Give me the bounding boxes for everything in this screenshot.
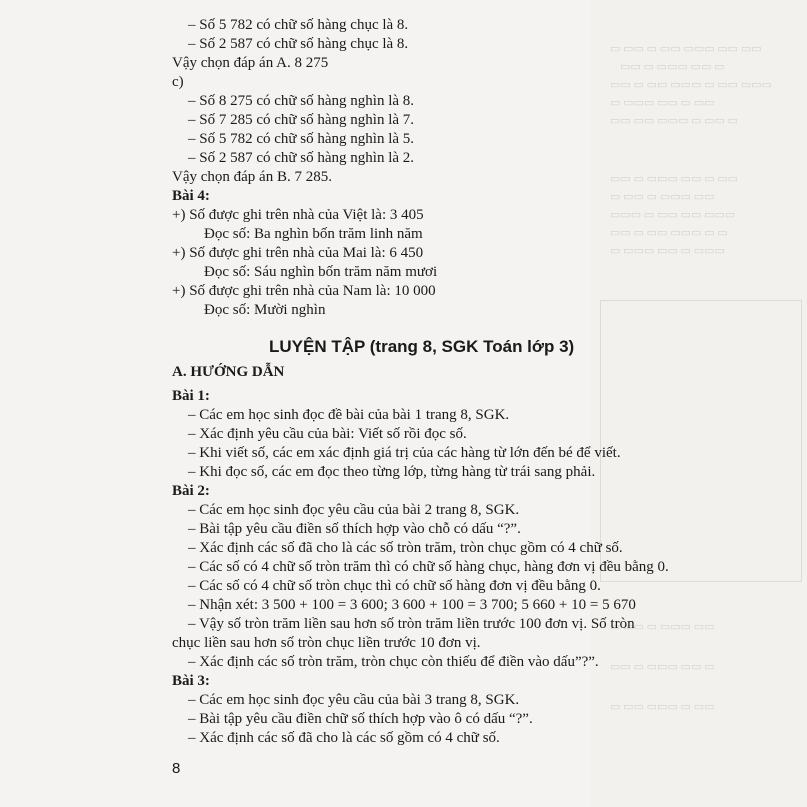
bleed-text: ▭▭ ▭ ▭▭▭ ▭▭ ▭ [620, 61, 725, 73]
text-line: Đọc số: Ba nghìn bốn trăm linh năm [204, 226, 423, 242]
text-line: – Các số có 4 chữ số tròn trăm thì có chữ số hàng chục, hàng đơn vị đều bằng 0. [188, 559, 669, 575]
text-line: – Bài tập yêu cầu điền chữ số thích hợp vào ô có dấu “?”. [188, 711, 533, 727]
lesson-title: LUYỆN TẬP (trang 8, SGK Toán lớp 3) [269, 337, 575, 356]
bleed-text: ▭ ▭▭▭ ▭▭ ▭ ▭▭▭ [610, 245, 725, 257]
section-heading: A. HƯỚNG DẪN [172, 364, 285, 380]
text-line: – Khi viết số, các em xác định giá trị của các hàng từ lớn đến bé để viết. [188, 445, 621, 461]
text-line: c) [172, 74, 184, 90]
text-line: +) Số được ghi trên nhà của Việt là: 3 405 [172, 207, 424, 223]
text-line: – Vậy số tròn trăm liền sau hơn số tròn trăm liền trước 100 đơn vị. Số tròn [188, 616, 635, 632]
text-line: Vậy chọn đáp án A. 8 275 [172, 55, 329, 71]
text-line: – Các số có 4 chữ số tròn chục thì có chữ số hàng đơn vị đều bằng 0. [188, 578, 601, 594]
bleed-text: ▭ ▭▭▭ ▭▭ ▭ ▭▭ [610, 97, 715, 109]
exercise-title: Bài 1: [172, 388, 210, 404]
text-line: Đọc số: Sáu nghìn bốn trăm năm mươi [204, 264, 438, 280]
bleed-text: ▭ ▭▭ ▭ ▭▭▭ ▭▭ [610, 621, 715, 633]
text-line: +) Số được ghi trên nhà của Mai là: 6 450 [172, 245, 424, 261]
bleed-text: ▭▭▭ ▭ ▭▭ ▭▭ ▭▭▭ [610, 209, 736, 221]
bleed-text: ▭ ▭▭ ▭ ▭▭ ▭▭▭ ▭▭ ▭▭ [610, 43, 762, 55]
text-line: Vậy chọn đáp án B. 7 285. [172, 169, 332, 185]
bleed-text: ▭▭ ▭ ▭▭▭ ▭▭ ▭ [610, 661, 715, 673]
text-line: – Xác định các số đã cho là các số tròn trăm, tròn chục gồm có 4 chữ số. [188, 540, 623, 556]
text-line: – Số 5 782 có chữ số hàng nghìn là 5. [188, 131, 415, 147]
text-line: – Nhận xét: 3 500 + 100 = 3 600; 3 600 + 100 = 3 700; 5 660 + 10 = 5 670 [188, 597, 636, 613]
text-line: – Bài tập yêu cầu điền số thích hợp vào chỗ có dấu “?”. [188, 521, 521, 537]
exercise-title: Bài 4: [172, 188, 210, 204]
text-line: – Số 2 587 có chữ số hàng nghìn là 2. [188, 150, 415, 166]
text-line: – Số 5 782 có chữ số hàng chục là 8. [188, 17, 409, 33]
bleed-text: ▭ ▭▭ ▭▭▭ ▭ ▭▭ [610, 701, 715, 713]
text-line: – Số 2 587 có chữ số hàng chục là 8. [188, 36, 409, 52]
text-line: – Các em học sinh đọc đề bài của bài 1 trang 8, SGK. [188, 407, 510, 423]
text-line: – Xác định các số đã cho là các số gồm có 4 chữ số. [188, 730, 500, 746]
page-number: 8 [172, 760, 181, 777]
text-line: – Các em học sinh đọc yêu cầu của bài 2 trang 8, SGK. [188, 502, 520, 518]
text-line: chục liền sau hơn số tròn chục liền trước 10 đơn vị. [172, 635, 481, 651]
bleed-text: ▭ ▭▭ ▭ ▭▭▭ ▭▭ [610, 191, 715, 203]
text-line: – Số 8 275 có chữ số hàng nghìn là 8. [188, 93, 415, 109]
bleed-text: ▭▭ ▭ ▭▭ ▭▭▭ ▭ ▭▭ ▭▭▭ [610, 79, 773, 91]
exercise-title: Bài 3: [172, 673, 210, 689]
bleed-text: ▭▭ ▭ ▭▭▭ ▭▭ ▭ ▭▭ [610, 173, 739, 185]
text-line: – Các em học sinh đọc yêu cầu của bài 3 trang 8, SGK. [188, 692, 520, 708]
text-line: Đọc số: Mười nghìn [204, 302, 326, 318]
exercise-title: Bài 2: [172, 483, 210, 499]
text-line: – Khi đọc số, các em đọc theo từng lớp, từng hàng từ trái sang phải. [188, 464, 596, 480]
bleed-text: ▭▭ ▭▭ ▭▭▭ ▭ ▭▭ ▭ [610, 115, 739, 127]
text-line: – Xác định các số tròn trăm, tròn chục còn thiếu để điền vào dấu”?”. [188, 654, 599, 670]
text-line: – Số 7 285 có chữ số hàng nghìn là 7. [188, 112, 415, 128]
text-line: – Xác định yêu cầu của bài: Viết số rồi đọc số. [188, 426, 467, 442]
bleed-text: ▭▭ ▭ ▭▭ ▭▭▭ ▭ ▭ [610, 227, 728, 239]
text-line: +) Số được ghi trên nhà của Nam là: 10 000 [172, 283, 436, 299]
